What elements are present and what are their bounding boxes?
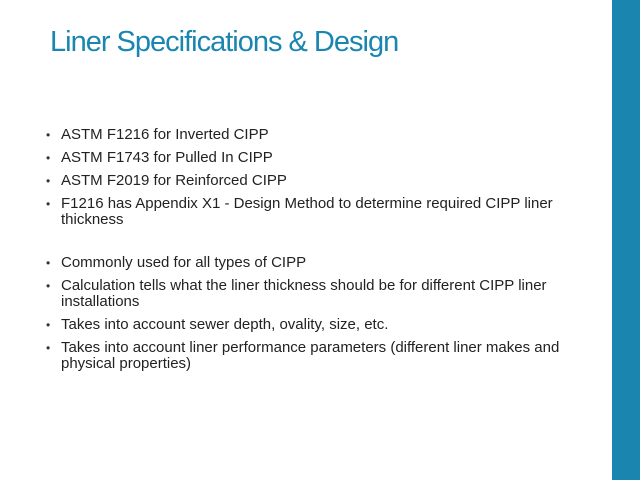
bullet-text: ASTM F1743 for Pulled In CIPP	[61, 149, 273, 166]
slide-title: Liner Specifications & Design	[50, 26, 399, 58]
bullet-text: Takes into account sewer depth, ovality, size, etc.	[61, 316, 389, 333]
accent-side-bar	[612, 0, 640, 480]
bullet-text: ASTM F1216 for Inverted CIPP	[61, 126, 269, 143]
bullet-dot-icon: •	[46, 197, 51, 211]
bullet-item	[46, 173, 566, 189]
bullet-text: Takes into account liner performance parameters (different liner makes and physical properties)	[61, 339, 560, 372]
bullet-text: Commonly used for all types of CIPP	[61, 254, 307, 271]
bullet-item	[46, 127, 566, 143]
bullet-item	[46, 150, 566, 166]
bullet-list	[46, 127, 566, 379]
bullet-dot-icon: •	[46, 128, 51, 142]
bullet-dot-icon: •	[46, 279, 51, 293]
bullet-text: ASTM F2019 for Reinforced CIPP	[61, 172, 287, 189]
bullet-dot-icon: •	[46, 256, 51, 270]
bullet-item	[46, 196, 566, 228]
bullet-item	[46, 340, 566, 372]
bullet-item	[46, 255, 566, 271]
bullet-dot-icon: •	[46, 151, 51, 165]
bullet-dot-icon: •	[46, 341, 51, 355]
bullet-text: Calculation tells what the liner thickness should be for different CIPP liner installations	[61, 277, 547, 310]
bullet-item	[46, 278, 566, 310]
bullet-text: F1216 has Appendix X1 - Design Method to determine required CIPP liner thickness	[61, 195, 553, 228]
bullet-dot-icon: •	[46, 318, 51, 332]
bullet-dot-icon: •	[46, 174, 51, 188]
bullet-item	[46, 317, 566, 333]
